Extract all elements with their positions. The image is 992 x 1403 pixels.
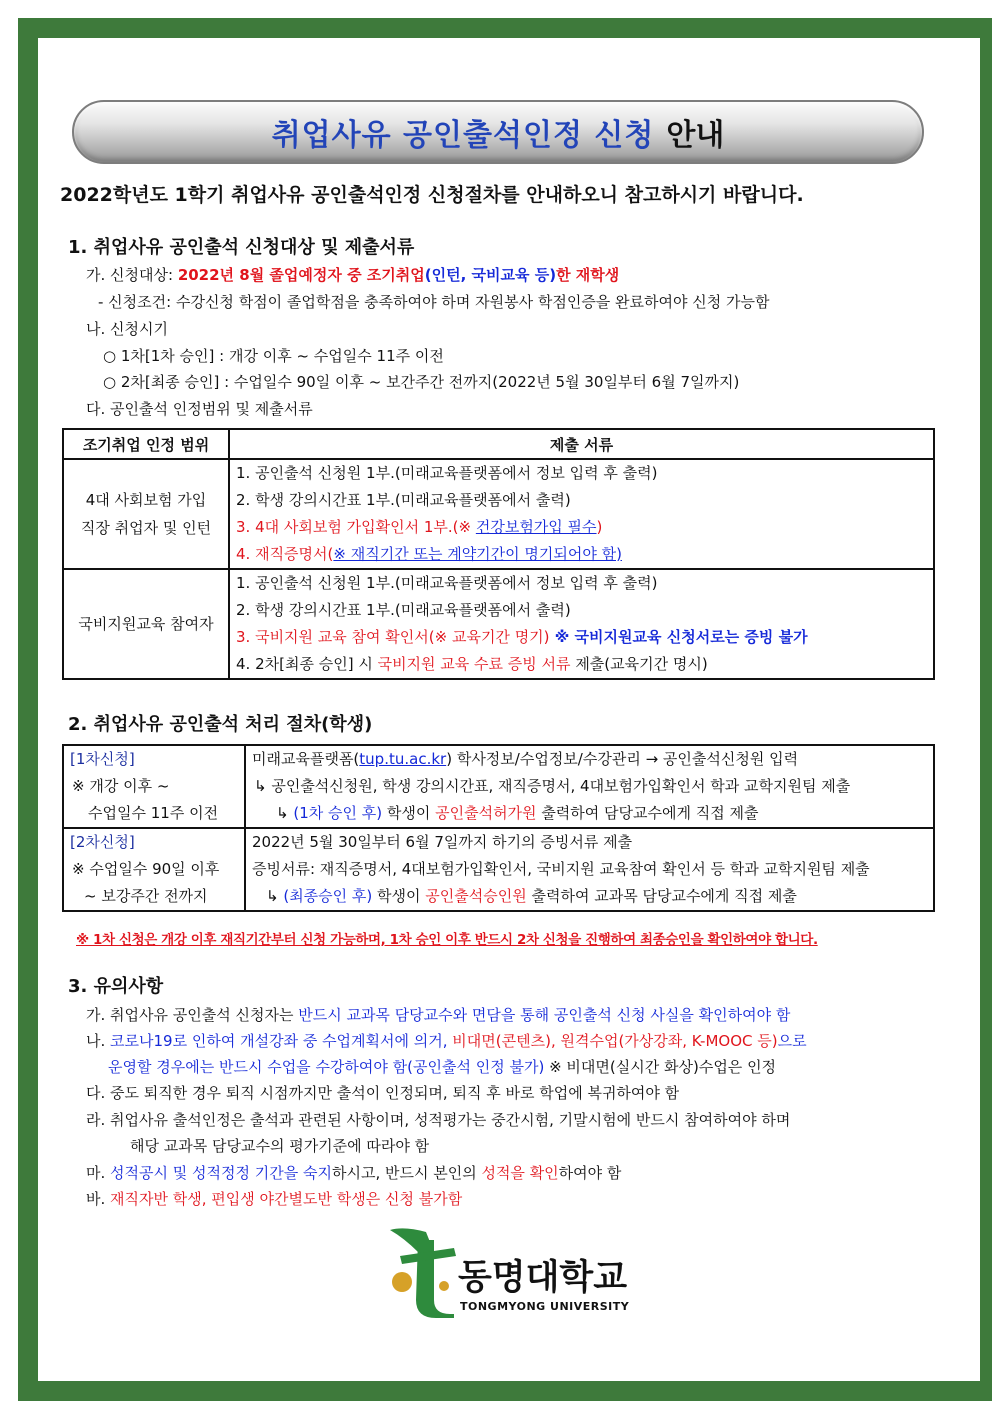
procedure-step-1-detail: 미래교육플랫폼(tup.tu.ac.kr) 학사정보/수업정보/수강관리 → 공인출석신청원 입력 ↳ 공인출석신청원, 학생 강의시간표, 재직증명서, 4대보험가입확인서 학과 교학지원팀 제출 ↳ (1차 승인 후) 학생이 공인출석허가원 출력하여 담당교수에게 직접 제출	[245, 745, 934, 828]
platform-link[interactable]: tup.tu.ac.kr	[359, 750, 447, 768]
procedure-step-1: [1차신청] ※ 개강 이후 ~ 수업일수 11주 이전	[63, 745, 245, 828]
documents-table	[62, 428, 935, 680]
section1-heading: 1. 취업사유 공인출석 신청대상 및 제출서류	[68, 237, 415, 258]
procedure-step-2-detail: 2022년 5월 30일부터 6월 7일까지 하기의 증빙서류 제출 증빙서류: 재직증명서, 4대보험가입확인서, 국비지원 교육참여 확인서 등 학과 교학지원팀 제출 ↳ (최종승인 후) 학생이 공인출석승인원 출력하여 교과목 담당교수에게 직접 제출	[245, 828, 934, 911]
intro-text: 2022학년도 1학기 취업사유 공인출석인정 신청절차를 안내하오니 참고하시기 바랍니다.	[60, 184, 804, 206]
section1-period: 나. 신청시기	[86, 320, 168, 338]
notice-ra-1: 라. 취업사유 출석인정은 출석과 관련된 사항이며, 성적평가는 중간시험, 기말시험에 반드시 참여하여야 하며	[86, 1111, 791, 1129]
title-banner	[72, 100, 924, 164]
section2-heading: 2. 취업사유 공인출석 처리 절차(학생)	[68, 714, 373, 735]
important-note: ※ 1차 신청은 개강 이후 재직기간부터 신청 가능하며, 1차 승인 이후 반드시 2차 신청을 진행하여 최종승인을 확인하여야 합니다.	[76, 932, 818, 948]
table-row	[63, 828, 934, 911]
table-cell-category: 국비지원교육 참여자	[63, 569, 229, 679]
notice-ga: 가. 취업사유 공인출석 신청자는 반드시 교과목 담당교수와 면담을 통해 공인출석 신청 사실을 확인하여야 함	[86, 1006, 791, 1024]
notice-na-2: 운영할 경우에는 반드시 수업을 수강하여야 함(공인출석 인정 불가) ※ 비대면(실시간 화상)수업은 인정	[108, 1058, 777, 1076]
logo-korean: 동명대학교	[458, 1258, 628, 1298]
table-cell-docs: 1. 공인출석 신청원 1부.(미래교육플랫폼에서 정보 입력 후 출력) 2. 학생 강의시간표 1부.(미래교육플랫폼에서 출력) 3. 국비지원 교육 참여 확인서(※ 교육기간 명기) ※ 국비지원교육 신청서로는 증빙 불가 4. 2차[최종 승인] 시 국비지원 교육 수료 증빙 서류 제출(교육기간 명시)	[229, 569, 934, 679]
title-main: 취업사유 공인출석인정 신청	[271, 118, 655, 153]
table-header: 조기취업 인정 범위	[63, 429, 229, 459]
table-cell-docs: 1. 공인출석 신청원 1부.(미래교육플랫폼에서 정보 입력 후 출력) 2. 학생 강의시간표 1부.(미래교육플랫폼에서 출력) 3. 4대 사회보험 가입확인서 1부.(※ 건강보험가입 필수) 4. 재직증명서(※ 재직기간 또는 계약기간이 명기되어야 함)	[229, 459, 934, 569]
table-row	[63, 459, 934, 569]
notice-na-1: 나. 코로나19로 인하여 개설강좌 중 수업계획서에 의거, 비대면(콘텐츠), 원격수업(가상강좌, K-MOOC 등)으로	[86, 1032, 807, 1050]
section1-round2: ○ 2차[최종 승인] : 수업일수 90일 이후 ~ 보간주간 전까지(2022년 5월 30일부터 6월 7일까지)	[103, 373, 740, 391]
procedure-table	[62, 744, 935, 912]
table-row	[63, 745, 934, 828]
table-header: 제출 서류	[229, 429, 934, 459]
notice-ra-2: 해당 교과목 담당교수의 평가기준에 따라야 함	[130, 1137, 430, 1155]
table-cell-category: 4대 사회보험 가입 직장 취업자 및 인턴	[63, 459, 229, 569]
section1-round1: ○ 1차[1차 승인] : 개강 이후 ~ 수업일수 11주 이전	[103, 347, 444, 365]
section1-target: 가. 신청대상: 2022년 8월 졸업예정자 중 조기취업(인턴, 국비교육 등)한 재학생	[86, 266, 620, 284]
section3-heading: 3. 유의사항	[68, 976, 164, 997]
table-row	[63, 569, 934, 679]
section1-condition: - 신청조건: 수강신청 학점이 졸업학점을 충족하여야 하며 자원봉사 학점인증을 완료하여야 신청 가능함	[98, 293, 770, 311]
notice-da: 다. 중도 퇴직한 경우 퇴직 시점까지만 출석이 인정되며, 퇴직 후 바로 학업에 복귀하여야 함	[86, 1084, 680, 1102]
notice-ma: 마. 성적공시 및 성적정정 기간을 숙지하시고, 반드시 본인의 성적을 확인하여야 함	[86, 1164, 622, 1182]
procedure-step-2: [2차신청] ※ 수업일수 90일 이후 ~ 보강주간 전까지	[63, 828, 245, 911]
logo-english: TONGMYONG UNIVERSITY	[460, 1300, 630, 1313]
section1-scope: 다. 공인출석 인정범위 및 제출서류	[86, 400, 313, 418]
title-suffix: 안내	[666, 118, 725, 153]
notice-ba: 바. 재직자반 학생, 편입생 야간별도반 학생은 신청 불가함	[86, 1190, 463, 1208]
